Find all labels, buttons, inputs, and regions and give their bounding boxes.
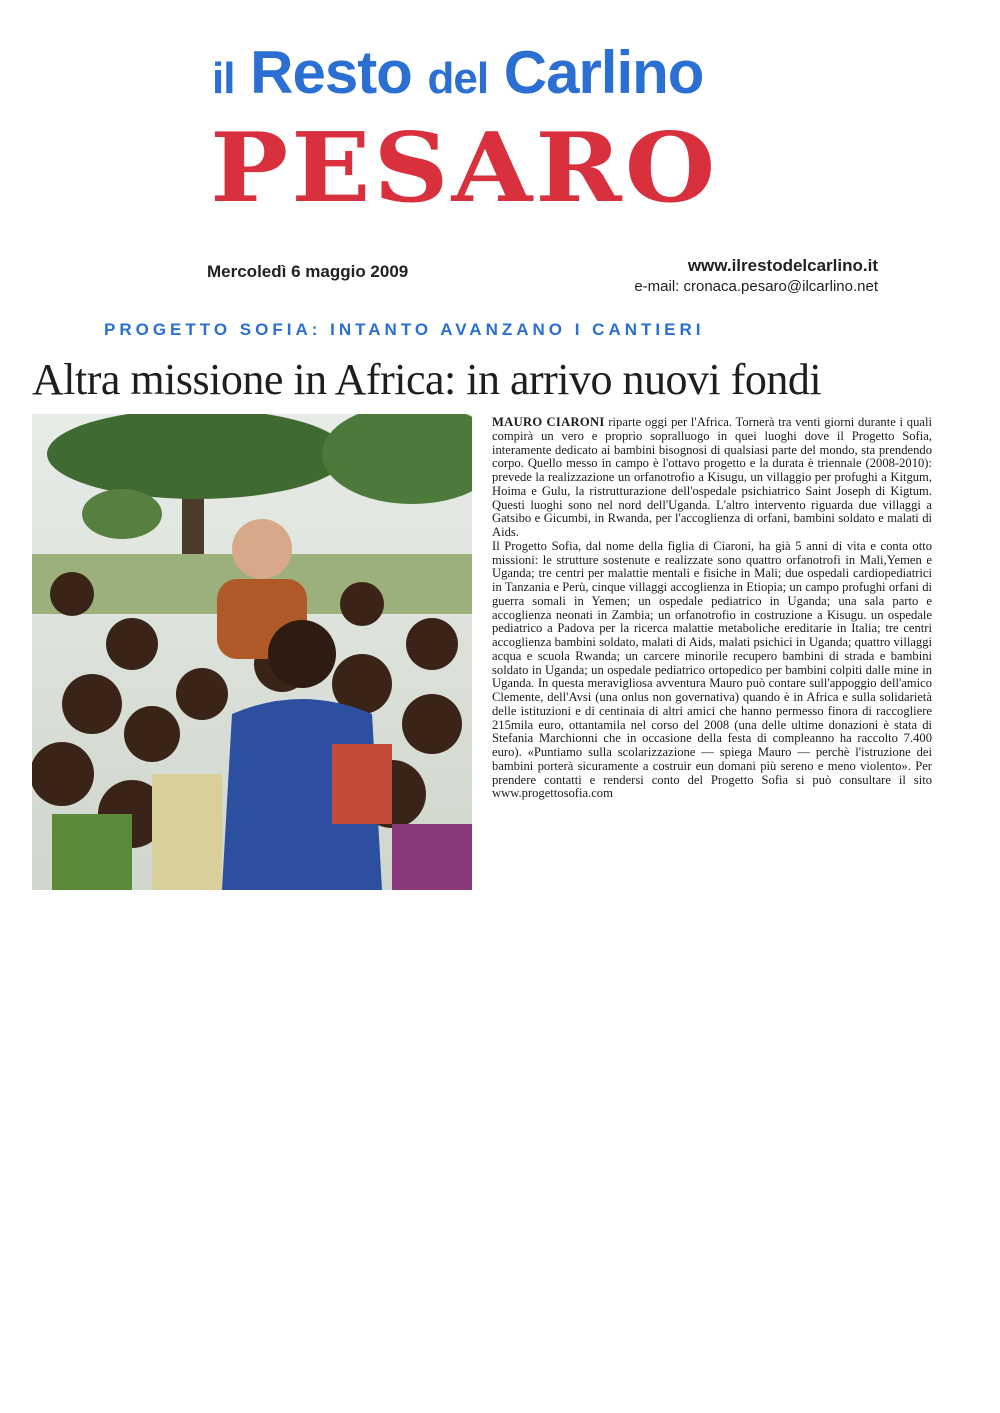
photo-illustration <box>32 414 472 890</box>
site-info <box>634 256 878 295</box>
masthead-name2: Carlino <box>503 39 704 106</box>
article-kicker: PROGETTO SOFIA: INTANTO AVANZANO I CANTIERI <box>104 320 705 339</box>
article-paragraph-1 <box>492 416 932 540</box>
article-body <box>492 416 932 801</box>
masthead-name: Resto <box>250 39 412 106</box>
article-paragraph-1-text: riparte oggi per l'Africa. Tornerà tra venti giorni durante i quali compirà un vero e proprio sopralluogo in quei luoghi dove il Progetto Sofia, interamente dedicato ai bambini bisognosi di qualsiasi parte del mondo, sta prendendo corpo. Quello messo in campo è l'ottavo progetto e la durata è triennale (2008-2010): prevede la realizzazione un orfanotrofio a Kisugu, un villaggio per profughi a Kitgum, Hoima e Gulu, la ristrutturazione dell'ospedale psichiatrico Saint Joseph di Kigtum. Questi luoghi sono nel nord dell'Uganda. L'altro intervento riguarda due villaggi a Gatsibo e Gicumbi, in Rwanda, per l'accoglienza di orfani, bambini soldato e malati di Aids. <box>492 415 932 539</box>
masthead-middle: del <box>427 54 489 103</box>
masthead-city: PESARO <box>210 110 719 224</box>
newspaper-masthead <box>212 38 792 114</box>
article-paragraph-2: Il Progetto Sofia, dal nome della figlia di Ciaroni, ha già 5 anni di vita e conta otto missioni: le strutture sostenute e realizzate sono quattro orfanotrofi in Mali,Yemen e Uganda; tre centri per malattie mentali e fisiche in Mali; due ospedali cardiopediatrici in Tanzania e Perù, cinque villaggi accoglienza in Etiopia; un campo profughi orfani di guerra somali in Yemen; un ospedale pediatrico in Uganda; una sala parto e accoglienza neonati in Zambia; un orfanotrofio in costruzione a Kisugu. un ospedale pediatrico a Padova per la ricerca malattie metaboliche ereditarie in Italia; tre centri accoglienza bambini soldato, malati di Aids, malati psichici in Uganda; quattro villaggi acqua e scuola Rwanda; un carcere minorile recupero bambini di strada e bambini soldato in Uganda; un ospedale pediatrico ortopedico per bambini colpiti dalle mine in Uganda. In questa meravigliosa avventura Mauro può contare sull'appoggio dell'amico Clemente, dell'Avsi (una onlus non governativa) quando è in Africa e sulla solidarietà delle istituzioni e di centinaia di altri amici che hanno permesso finora di raccogliere 215mila euro, ottantamila nel corso del 2008 (una delle ultime donazioni è stata di Stefania Marchionni che in occasione della festa di compleanno ha raccolto 7.400 euro). «Puntiamo sulla scolarizzazione — spiega Mauro — perchè l'istruzione dei bambini porterà sicuramente a costruir eun domani più sereno e meno violento». Per prendere contatti e rendersi conto del Progetto Sofia si può consultare il sito www.progettosofia.com <box>492 538 932 801</box>
masthead-prefix: il <box>212 54 235 103</box>
article-headline: Altra missione in Africa: in arrivo nuovi fondi <box>32 355 822 404</box>
article-photo <box>32 414 472 890</box>
issue-date: Mercoledì 6 maggio 2009 <box>207 262 409 281</box>
site-url: www.ilrestodelcarlino.it <box>687 256 878 275</box>
article-lead-name: MAURO CIARONI <box>492 415 605 429</box>
contact-email: e-mail: cronaca.pesaro@ilcarlino.net <box>634 278 878 295</box>
